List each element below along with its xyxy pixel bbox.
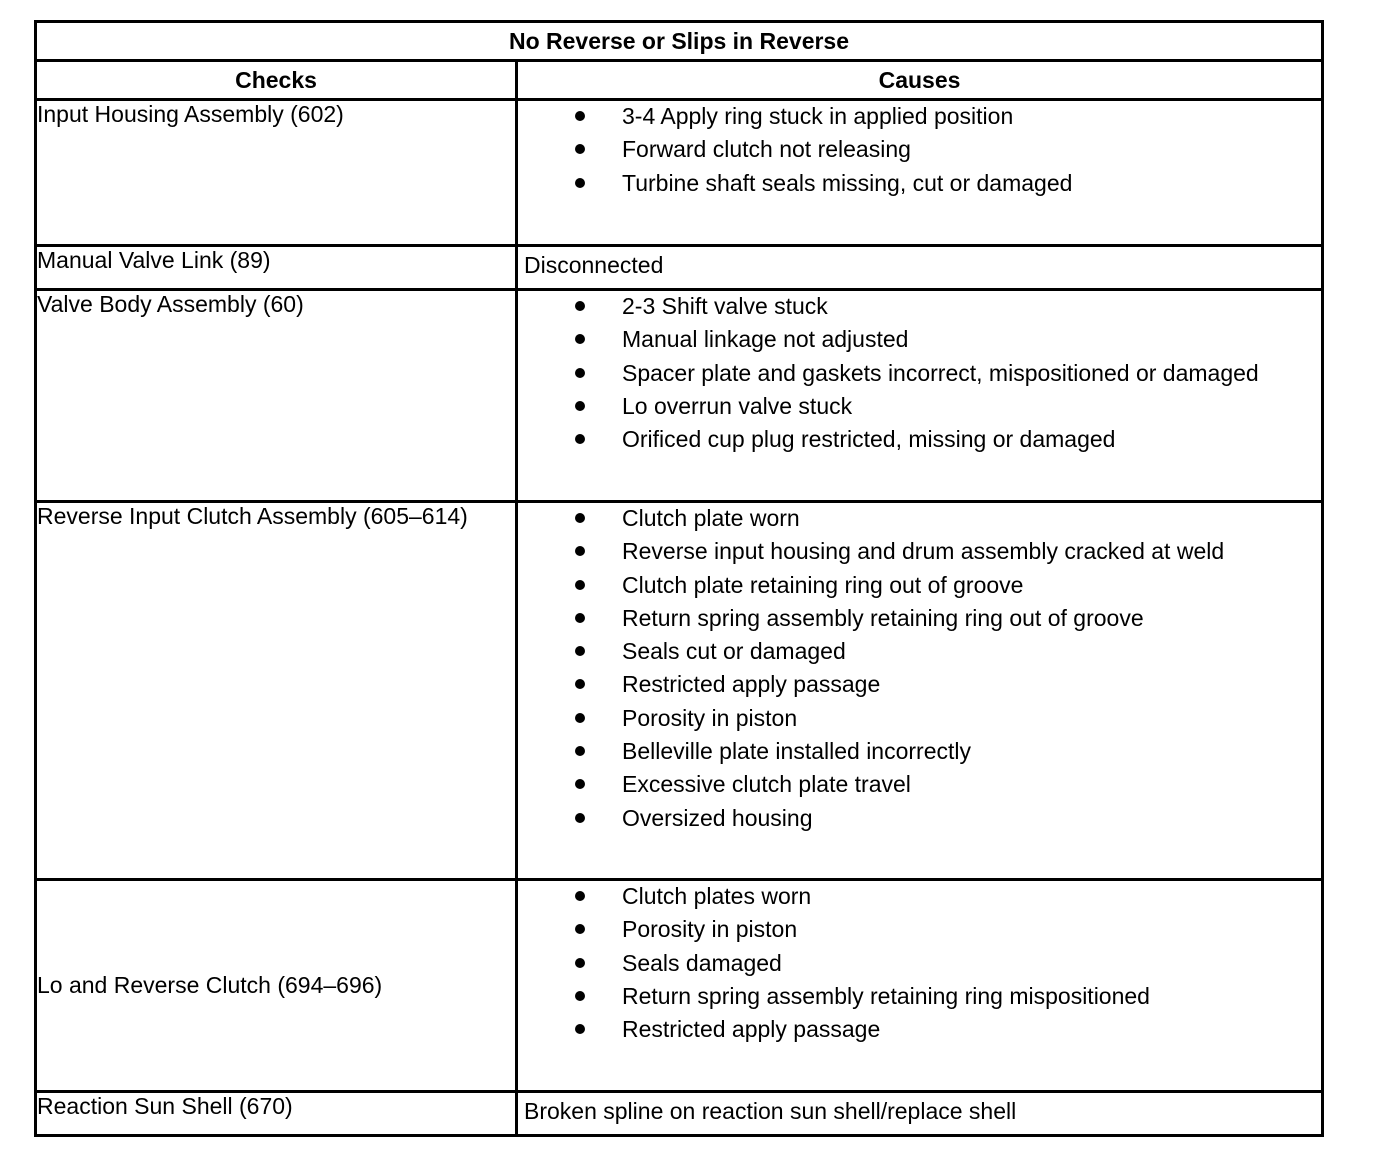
bullet-icon	[575, 144, 585, 154]
bullet-icon	[575, 111, 585, 121]
cause-item	[518, 391, 1321, 424]
bullet-icon	[575, 580, 585, 590]
cause-item	[518, 636, 1321, 669]
causes-cell	[517, 290, 1323, 502]
causes-cell	[517, 100, 1323, 246]
cause-text: Turbine shaft seals missing, cut or damaged	[622, 169, 1073, 196]
check-cell: Valve Body Assembly (60)	[36, 290, 517, 502]
cause-text: Porosity in piston	[622, 704, 798, 731]
check-cell: Lo and Reverse Clutch (694–696)	[36, 880, 517, 1092]
cause-text: Forward clutch not releasing	[622, 136, 911, 163]
cause-item	[518, 603, 1321, 636]
cause-text: Clutch plate worn	[622, 505, 800, 531]
column-header-checks: Checks	[36, 61, 517, 100]
cause-text: Porosity in piston	[622, 916, 798, 943]
table-row	[36, 246, 1323, 290]
table-row	[36, 1092, 1323, 1136]
causes-list	[518, 881, 1321, 1047]
cause-text: Spacer plate and gaskets incorrect, mispositioned or damaged	[622, 359, 1259, 386]
bullet-icon	[575, 368, 585, 378]
cause-text: Belleville plate installed incorrectly	[622, 738, 971, 765]
cause-item	[518, 291, 1321, 324]
cause-item	[518, 1014, 1321, 1047]
bullet-icon	[575, 958, 585, 968]
bullet-icon	[575, 434, 585, 444]
bullet-icon	[575, 924, 585, 934]
bullet-icon	[575, 546, 585, 556]
cause-item	[518, 324, 1321, 357]
bullet-icon	[575, 991, 585, 1001]
cause-item	[518, 570, 1321, 603]
cause-item	[518, 503, 1321, 536]
bullet-icon	[575, 301, 585, 311]
bullet-icon	[575, 513, 585, 523]
causes-cell	[517, 880, 1323, 1092]
bullet-icon	[575, 813, 585, 823]
column-header-causes: Causes	[517, 61, 1323, 100]
cause-item	[518, 914, 1321, 947]
check-cell: Manual Valve Link (89)	[36, 246, 517, 290]
cause-item	[518, 358, 1321, 391]
cause-text: Seals damaged	[622, 949, 782, 976]
cause-text: Restricted apply passage	[622, 1016, 881, 1043]
bullet-icon	[575, 679, 585, 689]
cause-item	[518, 769, 1321, 802]
bullet-icon	[575, 334, 585, 344]
cause-text: Restricted apply passage	[622, 671, 881, 698]
causes-cell: Disconnected	[517, 246, 1323, 290]
cause-text: Return spring assembly retaining ring out of groove	[622, 604, 1144, 631]
causes-list	[518, 503, 1321, 836]
cause-text: Manual linkage not adjusted	[622, 326, 909, 353]
cause-item	[518, 803, 1321, 836]
cause-text: Lo overrun valve stuck	[622, 392, 853, 419]
causes-cell: Broken spline on reaction sun shell/replace shell	[517, 1092, 1323, 1136]
cause-text: Reverse input housing and drum assembly cracked at weld	[622, 538, 1225, 565]
bullet-icon	[575, 178, 585, 188]
cause-text: Clutch plate retaining ring out of groove	[622, 571, 1024, 598]
check-cell: Reverse Input Clutch Assembly (605–614)	[36, 502, 517, 880]
cause-item	[518, 168, 1321, 201]
diagnosis-table	[34, 20, 1324, 1137]
bullet-icon	[575, 713, 585, 723]
cause-text: Oversized housing	[622, 804, 813, 831]
cause-item	[518, 881, 1321, 914]
bullet-icon	[575, 401, 585, 411]
cause-item	[518, 948, 1321, 981]
cause-text: Return spring assembly retaining ring mispositioned	[622, 982, 1150, 1009]
causes-list	[518, 101, 1321, 201]
table-row	[36, 880, 1323, 1092]
causes-list	[518, 291, 1321, 457]
cause-item	[518, 536, 1321, 569]
cause-text: Orificed cup plug restricted, missing or damaged	[622, 426, 1116, 453]
table-row	[36, 502, 1323, 880]
bullet-icon	[575, 746, 585, 756]
bullet-icon	[575, 646, 585, 656]
cause-text: 2-3 Shift valve stuck	[622, 293, 828, 319]
cause-text: 3-4 Apply ring stuck in applied position	[622, 103, 1014, 129]
cause-item	[518, 703, 1321, 736]
bullet-icon	[575, 779, 585, 789]
table-row	[36, 290, 1323, 502]
table-row	[36, 100, 1323, 246]
cause-item	[518, 981, 1321, 1014]
cause-text: Clutch plates worn	[622, 883, 812, 909]
check-cell: Reaction Sun Shell (670)	[36, 1092, 517, 1136]
table-title: No Reverse or Slips in Reverse	[36, 22, 1323, 61]
cause-item	[518, 424, 1321, 457]
cause-item	[518, 669, 1321, 702]
cause-text: Seals cut or damaged	[622, 638, 846, 665]
check-cell: Input Housing Assembly (602)	[36, 100, 517, 246]
cause-item	[518, 736, 1321, 769]
bullet-icon	[575, 1024, 585, 1034]
cause-text: Excessive clutch plate travel	[622, 771, 911, 798]
cause-item	[518, 134, 1321, 167]
cause-item	[518, 101, 1321, 134]
causes-cell	[517, 502, 1323, 880]
bullet-icon	[575, 891, 585, 901]
bullet-icon	[575, 613, 585, 623]
